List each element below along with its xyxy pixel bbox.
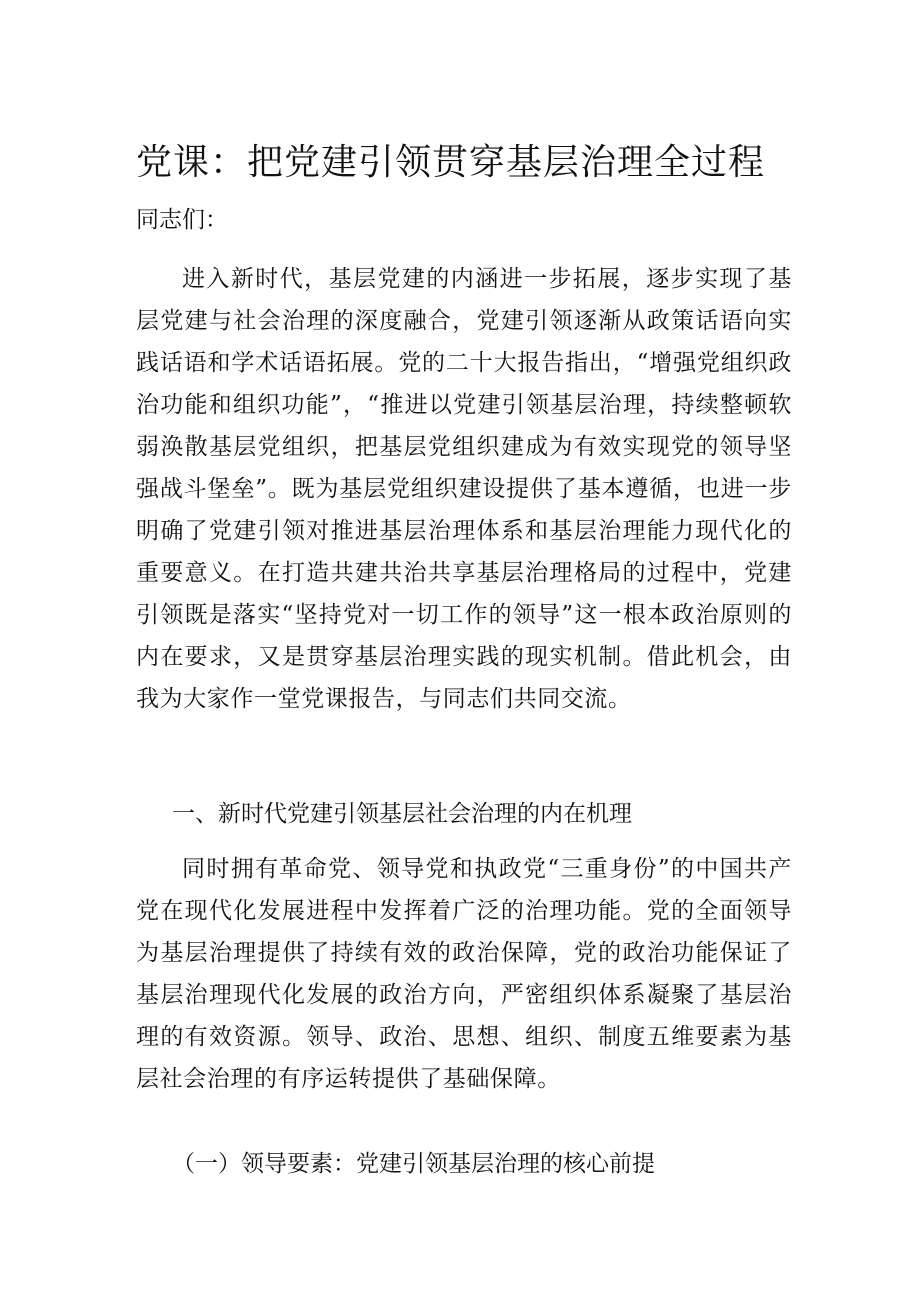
paragraph-intro: 进入新时代，基层党建的内涵进一步拓展，逐步实现了基层党建与社会治理的深度融合，党建引领逐渐从政策话语向实践话语和学术话语拓展。党的二十大报告指出，“增强党组织政治功能和组织功能”，“推进以党建引领基层治理，持续整顿软弱涣散基层党组织，把基层党组织建成为有效实现党的领导坚强战斗堡垒”。既为基层党组织建设提供了基本遵循，也进一步明确了党建引领对推进基层治理体系和基层治理能力现代化的重要意义。在打造共建共治共享基层治理格局的过程中，党建引领既是落实“坚持党对一切工作的领导”这一根本政治原则的内在要求，又是贯穿基层治理实践的现实机制。借此机会，由我为大家作一堂党课报告，与同志们共同交流。	[136, 266, 792, 712]
document-title: 党课：把党建引领贯穿基层治理全过程	[136, 142, 766, 183]
paragraph-section-1: 同时拥有革命党、领导党和执政党“三重身份”的中国共产党在现代化发展进程中发挥着广泛的治理功能。党的全面领导为基层治理提供了持续有效的政治保障，党的政治功能保证了基层治理现代化发展的政治方向，严密组织体系凝聚了基层治理的有效资源。领导、政治、思想、组织、制度五维要素为基层社会治理的有序运转提供了基础保障。	[136, 856, 792, 1092]
salutation: 同志们：	[136, 207, 228, 233]
section-heading-1: 一、新时代党建引领基层社会治理的内在机理	[172, 801, 632, 827]
subsection-heading-1: （一）领导要素：党建引领基层治理的核心前提	[172, 1151, 655, 1177]
